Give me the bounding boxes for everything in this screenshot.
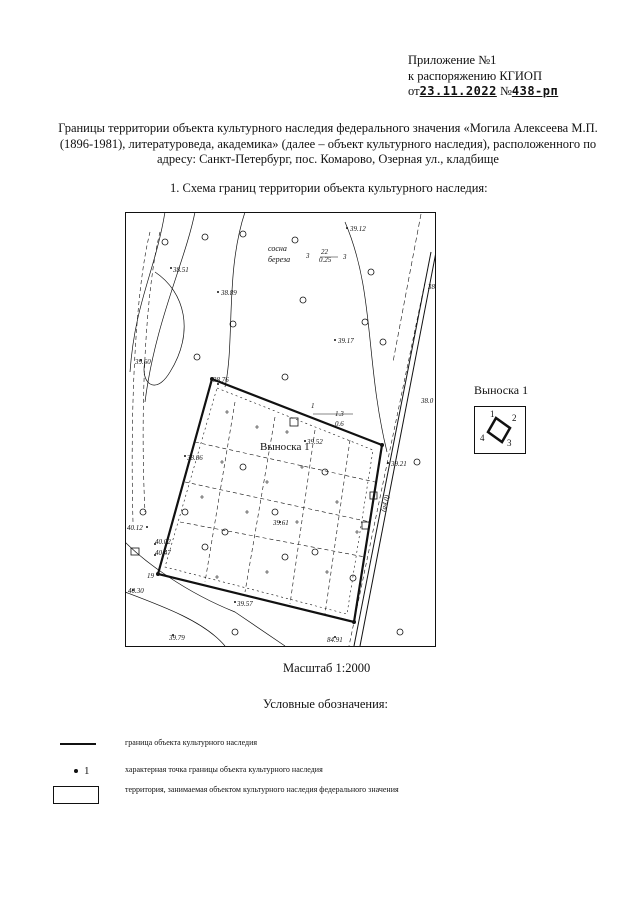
fraction-den: 0.6 [335, 420, 344, 428]
order-number: 438-рп [511, 84, 559, 98]
elev-label-2: 38.51 [173, 266, 189, 274]
elev-label-17: 84.91 [327, 636, 343, 644]
date-prefix: от [408, 84, 420, 98]
elev-label-10: 39.61 [273, 519, 289, 527]
tree-label-birch: береза [268, 255, 291, 264]
legend-symbol-box [53, 786, 99, 804]
appendix-line-3 [408, 84, 598, 100]
legend-text-boundary: граница объекта культурного наследия [125, 738, 258, 747]
elev-label-14: 40.30 [128, 587, 144, 595]
point-19-label: 19 [147, 572, 154, 580]
callout-title: Выноска 1 [474, 383, 529, 397]
boundary-map [125, 212, 436, 647]
elev-label-7: 38.86 [187, 454, 203, 462]
road-label: (а4.0) [379, 494, 392, 513]
tree-label-pine: сосна [268, 244, 287, 253]
elev-label-18: 38.0 [421, 397, 434, 405]
elev-label-6: 38.76 [213, 376, 229, 384]
appendix-header [408, 53, 598, 100]
map-callout-label: Выноска 1 [260, 441, 310, 453]
tree-fraction-num: 22 [321, 248, 328, 256]
legend-text-territory: территория, занимаемая объектом культурного наследия федерального значения [125, 785, 399, 794]
document-title: Границы территории объекта культурного наследия федерального значения «Могила Алексеева М.П. (1896-1981), литературоведа, академика» (далее – объект культурного наследия), расположенного по адресу: Санкт-Петербург, пос. Комарово, Озерная ул., кладбище [58, 121, 598, 166]
callout-point-3: 3 [507, 438, 512, 448]
tree-count: 3 [343, 253, 347, 261]
elev-label-12: 40.02 [155, 538, 171, 546]
appendix-line-1: Приложение №1 [408, 53, 497, 67]
legend-symbol-point [74, 765, 114, 777]
elev-label-1: 39.12 [350, 225, 366, 233]
elev-label-16: 39.79 [169, 634, 185, 642]
elev-label-3: 38.89 [221, 289, 237, 297]
elev-label-9: 39.21 [391, 460, 407, 468]
elev-label-13: 40.47 [155, 549, 171, 557]
fraction-num: 1.3 [335, 410, 344, 418]
callout-point-1: 1 [490, 409, 495, 419]
callout-point-4: 4 [480, 433, 485, 443]
callout-diagram [474, 406, 526, 454]
elev-label-5: 39.60 [135, 358, 151, 366]
appendix-line-2: к распоряжению КГИОП [408, 68, 542, 83]
point-1-label: 1 [311, 402, 315, 410]
callout-point-2: 2 [512, 413, 517, 423]
elev-label-8: 39.52 [307, 438, 323, 446]
tree-fraction-den: 0.25 [319, 256, 332, 264]
legend-title: Условные обозначения: [263, 697, 389, 711]
elev-label-19: 38 [428, 283, 435, 291]
legend-symbol-line [60, 743, 96, 745]
map-frame [126, 213, 436, 647]
elev-label-15: 39.57 [237, 600, 253, 608]
elev-label-11: 40.12 [127, 524, 143, 532]
elev-label-4: 39.17 [338, 337, 354, 345]
section-heading: 1. Схема границ территории объекта культурного наследия: [170, 181, 488, 195]
map-scale: Масштаб 1:2000 [283, 661, 371, 675]
legend-point-number: 1 [84, 765, 90, 777]
tree-fraction-prefix: 3 [306, 252, 310, 260]
number-prefix: № [499, 84, 512, 98]
order-date: 23.11.2022 [419, 84, 497, 98]
legend-text-point: характерная точка границы объекта культурного наследия [125, 765, 323, 774]
